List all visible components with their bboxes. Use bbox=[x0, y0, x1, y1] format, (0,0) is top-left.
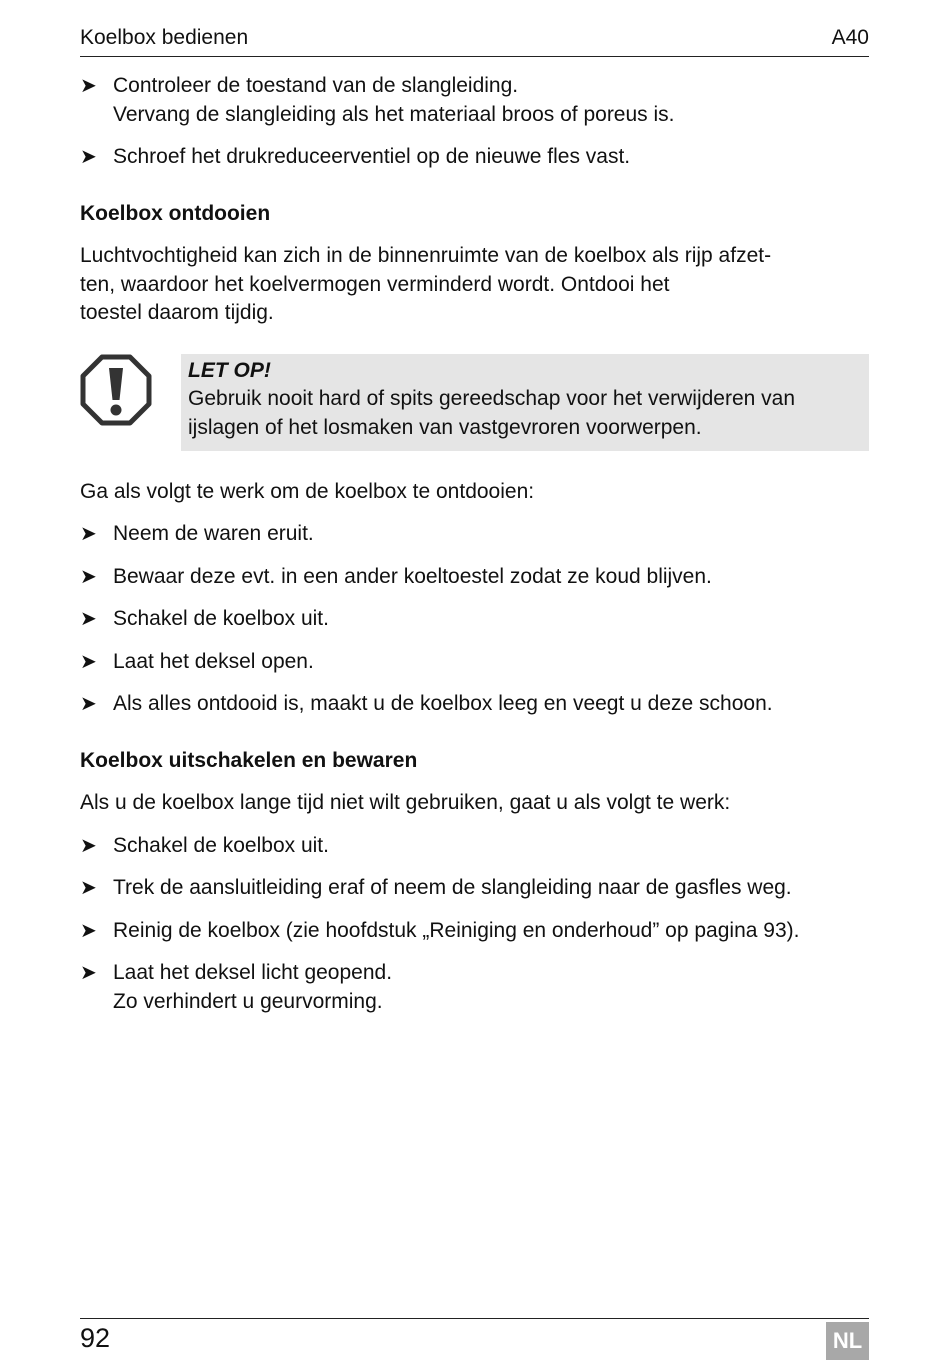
arrow-bullet-icon: ➤ bbox=[80, 877, 97, 899]
caution-text-line: Gebruik nooit hard of spits gereedschap voor het verwijderen van bbox=[188, 387, 796, 410]
page-number: 92 bbox=[80, 1323, 111, 1353]
language-tab: NL bbox=[826, 1322, 869, 1360]
section-title: Koelbox bedienen bbox=[80, 26, 249, 49]
arrow-bullet-icon: ➤ bbox=[80, 693, 97, 715]
step-text: Bewaar deze evt. in een ander koeltoestel zodat ze koud blijven. bbox=[113, 564, 712, 588]
step-text: Zo verhindert u geurvorming. bbox=[113, 989, 383, 1013]
arrow-bullet-icon: ➤ bbox=[80, 962, 97, 984]
defrost-lead: Ga als volgt te werk om de koelbox te ontdooien: bbox=[80, 479, 535, 503]
model-name: A40 bbox=[831, 26, 869, 49]
list-item bbox=[80, 690, 869, 719]
section-heading-storage: Koelbox uitschakelen en bewaren bbox=[80, 748, 418, 772]
list-item bbox=[80, 520, 869, 549]
step-text: Schakel de koelbox uit. bbox=[113, 833, 329, 857]
page-footer bbox=[80, 1318, 869, 1353]
list-item bbox=[80, 832, 869, 861]
list-item bbox=[80, 72, 869, 129]
step-text: Vervang de slangleiding als het materiaal broos of poreus is. bbox=[113, 102, 675, 126]
paragraph-line: toestel daarom tijdig. bbox=[80, 301, 274, 324]
step-text: Schroef het drukreduceerventiel op de nieuwe fles vast. bbox=[113, 145, 631, 168]
arrow-bullet-icon: ➤ bbox=[80, 919, 97, 942]
list-item bbox=[80, 959, 869, 1016]
step-text: Laat het deksel licht geopend. bbox=[113, 961, 393, 984]
page-content bbox=[80, 72, 869, 1030]
paragraph-line: ten, waardoor het koelvermogen verminderd wordt. Ontdooi het bbox=[80, 272, 670, 296]
arrow-bullet-icon: ➤ bbox=[80, 608, 97, 630]
warning-exclamation-octagon-icon bbox=[80, 354, 152, 426]
step-text: Trek de aansluitleiding eraf of neem de slangleiding naar de gasfles weg. bbox=[113, 876, 792, 899]
arrow-bullet-icon: ➤ bbox=[80, 146, 97, 168]
caution-notice bbox=[80, 354, 869, 451]
arrow-bullet-icon: ➤ bbox=[80, 565, 97, 588]
caution-text-line: ijslagen of het losmaken van vastgevroren voorwerpen. bbox=[188, 415, 702, 439]
step-text: Controleer de toestand van de slangleiding. bbox=[113, 74, 519, 97]
step-text: Schakel de koelbox uit. bbox=[113, 607, 329, 630]
list-item bbox=[80, 605, 869, 634]
caution-title: LET OP! bbox=[188, 358, 271, 382]
step-text: Laat het deksel open. bbox=[113, 649, 314, 673]
arrow-bullet-icon: ➤ bbox=[80, 650, 97, 673]
caution-box bbox=[181, 354, 869, 451]
list-item bbox=[80, 143, 869, 172]
arrow-bullet-icon: ➤ bbox=[80, 75, 97, 97]
step-text: Als alles ontdooid is, maakt u de koelbox leeg en veegt u deze schoon. bbox=[113, 692, 773, 715]
arrow-bullet-icon: ➤ bbox=[80, 523, 97, 545]
list-item bbox=[80, 648, 869, 677]
list-item bbox=[80, 563, 869, 592]
list-item bbox=[80, 917, 869, 946]
arrow-bullet-icon: ➤ bbox=[80, 834, 97, 857]
step-text: Reinig de koelbox (zie hoofdstuk „Reiniging en onderhoud” op pagina 93). bbox=[113, 918, 800, 942]
list-item bbox=[80, 874, 869, 903]
step-text: Neem de waren eruit. bbox=[113, 522, 314, 545]
section-heading-defrost: Koelbox ontdooien bbox=[80, 201, 271, 225]
page-header bbox=[80, 24, 869, 57]
defrost-paragraph bbox=[80, 242, 869, 328]
storage-lead: Als u de koelbox lange tijd niet wilt gebruiken, gaat u als volgt te werk: bbox=[80, 791, 731, 814]
paragraph-line: Luchtvochtigheid kan zich in de binnenruimte van de koelbox als rijp afzet- bbox=[80, 244, 772, 267]
